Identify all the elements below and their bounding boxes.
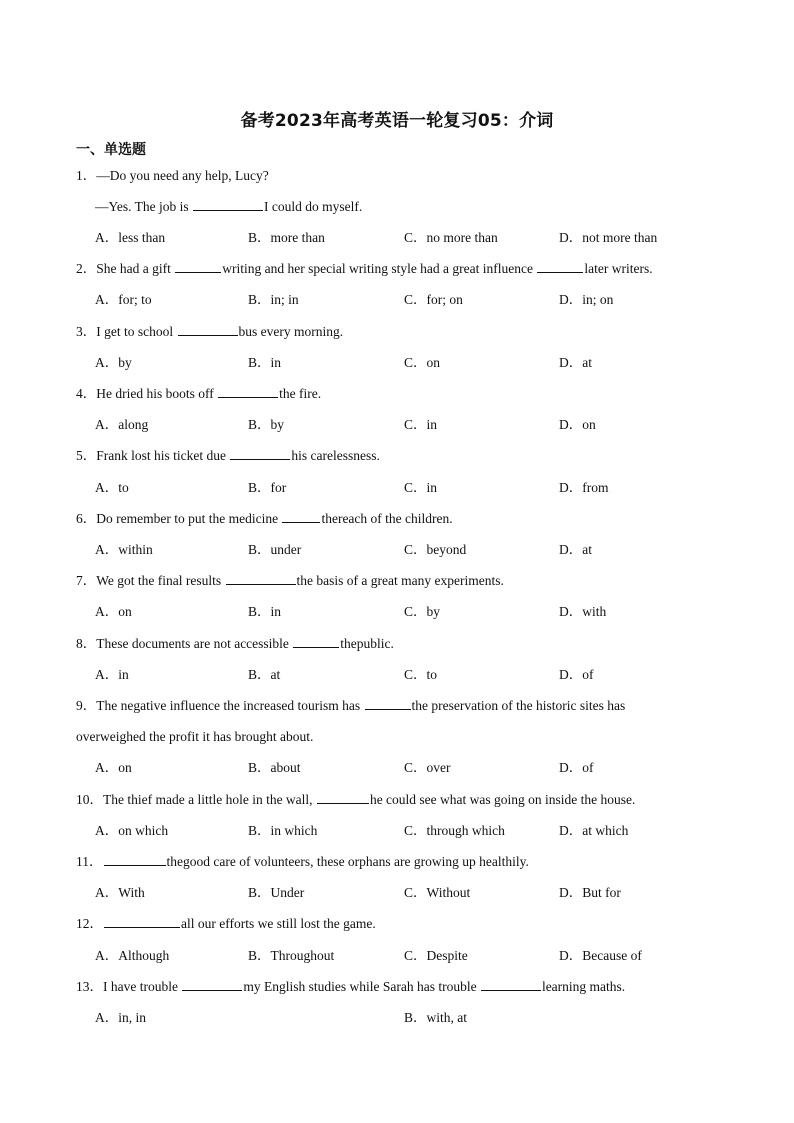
answer-blank	[175, 260, 221, 273]
option-b: B．for	[248, 480, 287, 495]
question-number: 6．	[76, 511, 97, 526]
option-c: C．Without	[404, 885, 471, 900]
option-a: A．in, in	[95, 1010, 147, 1025]
option-d: D．from	[559, 480, 609, 495]
option-d: D．not more than	[559, 230, 658, 245]
question-number: 13．	[76, 979, 103, 994]
question-text: The thief made a little hole in the wall,	[103, 792, 313, 807]
option-a: A．on	[95, 604, 132, 619]
question-text: bus every morning.	[238, 324, 344, 339]
option-d: D．at which	[559, 823, 629, 838]
option-b: B．in	[248, 355, 282, 370]
question-text: all our efforts we still lost the game.	[181, 916, 376, 931]
question-3	[76, 323, 343, 341]
answer-blank	[104, 915, 180, 928]
option-c: C．no more than	[404, 230, 498, 245]
option-a: A．within	[95, 542, 153, 557]
question-number: 11．	[76, 854, 103, 869]
question-text: later writers.	[584, 261, 653, 276]
option-a: A．on which	[95, 823, 169, 838]
option-d: D．But for	[559, 885, 621, 900]
question-number: 8．	[76, 636, 97, 651]
question-text: learning maths.	[541, 979, 626, 994]
option-b: B．by	[248, 417, 285, 432]
option-a: A．to	[95, 480, 129, 495]
option-b: B．more than	[248, 230, 325, 245]
option-c: C．through which	[404, 823, 505, 838]
question-number: 4．	[76, 386, 97, 401]
section-heading: 一、单选题	[76, 142, 146, 158]
question-text: I could do myself.	[264, 199, 363, 214]
option-a: A．in	[95, 667, 129, 682]
question-text: Frank lost his ticket due	[96, 448, 226, 463]
question-12	[76, 915, 376, 933]
option-c: C．over	[404, 760, 451, 775]
option-c: C．by	[404, 604, 441, 619]
question-number: 2．	[76, 261, 97, 276]
answer-blank	[193, 198, 263, 211]
question-number: 1．	[76, 168, 97, 183]
option-b: B．at	[248, 667, 281, 682]
question-text: my English studies while Sarah has trouble	[243, 979, 477, 994]
answer-blank	[317, 791, 369, 804]
option-b: B．in which	[248, 823, 318, 838]
question-number: 12．	[76, 916, 103, 931]
question-text: the basis of a great many experiments.	[296, 573, 504, 588]
answer-blank	[293, 635, 339, 648]
option-d: D．of	[559, 667, 594, 682]
answer-blank	[365, 697, 411, 710]
option-b: B．in	[248, 604, 282, 619]
question-text: These documents are not accessible	[96, 636, 289, 651]
question-text: She had a gift	[96, 261, 171, 276]
option-d: D．with	[559, 604, 607, 619]
option-c: C．Despite	[404, 948, 468, 963]
answer-blank	[182, 978, 242, 991]
question-13	[76, 978, 625, 996]
answer-blank	[178, 323, 238, 336]
question-7	[76, 572, 504, 590]
option-d: D．of	[559, 760, 594, 775]
page-title: 备考2023年高考英语一轮复习05：介词	[240, 111, 554, 131]
question-text: his carelessness.	[291, 448, 380, 463]
question-5	[76, 447, 380, 465]
option-c: C．to	[404, 667, 438, 682]
option-c: C．in	[404, 480, 438, 495]
answer-blank	[218, 385, 278, 398]
option-a: A．on	[95, 760, 132, 775]
question-text: he could see what was going on inside the house.	[369, 792, 636, 807]
question-9-line-2: overweighed the profit it has brought about.	[76, 729, 314, 744]
option-c: C．on	[404, 355, 441, 370]
option-a: A．for; to	[95, 292, 152, 307]
answer-blank	[282, 510, 320, 523]
question-text: —Do you need any help, Lucy?	[96, 168, 269, 183]
answer-blank	[537, 260, 583, 273]
option-a: A．by	[95, 355, 132, 370]
question-number: 10．	[76, 792, 103, 807]
option-b: B．in; in	[248, 292, 299, 307]
option-c: C．in	[404, 417, 438, 432]
question-11	[76, 853, 529, 871]
question-text: thereach of the children.	[321, 511, 453, 526]
option-c: C．for; on	[404, 292, 463, 307]
option-d: D．Because of	[559, 948, 642, 963]
question-text: thepublic.	[340, 636, 394, 651]
question-text: I have trouble	[103, 979, 178, 994]
option-d: D．in; on	[559, 292, 614, 307]
option-a: A．With	[95, 885, 145, 900]
question-1	[76, 167, 269, 185]
answer-blank	[481, 978, 541, 991]
option-a: A．less than	[95, 230, 166, 245]
option-a: A．along	[95, 417, 149, 432]
question-1-line-2	[95, 198, 362, 216]
question-text: thegood care of volunteers, these orphans are growing up healthily.	[166, 854, 529, 869]
option-d: D．at	[559, 355, 592, 370]
question-text: I get to school	[96, 324, 174, 339]
option-d: D．at	[559, 542, 592, 557]
question-text: We got the final results	[96, 573, 222, 588]
question-2	[76, 260, 653, 278]
question-number: 3．	[76, 324, 97, 339]
answer-blank	[104, 853, 166, 866]
option-b: B．with, at	[404, 1010, 467, 1025]
option-b: B．about	[248, 760, 301, 775]
question-8	[76, 635, 394, 653]
question-text: —Yes. The job is	[95, 199, 189, 214]
option-a: A．Although	[95, 948, 170, 963]
question-9	[76, 697, 625, 715]
question-text: He dried his boots off	[96, 386, 214, 401]
option-b: B．Under	[248, 885, 305, 900]
answer-blank	[230, 447, 290, 460]
option-b: B．Throughout	[248, 948, 335, 963]
option-b: B．under	[248, 542, 302, 557]
question-text: writing and her special writing style had a great influence	[222, 261, 533, 276]
question-text: the fire.	[279, 386, 322, 401]
option-c: C．beyond	[404, 542, 467, 557]
question-number: 7．	[76, 573, 97, 588]
question-10	[76, 791, 635, 809]
question-6	[76, 510, 453, 528]
question-4	[76, 385, 321, 403]
answer-blank	[226, 572, 296, 585]
question-number: 5．	[76, 448, 97, 463]
option-d: D．on	[559, 417, 596, 432]
question-number: 9．	[76, 698, 97, 713]
question-text: Do remember to put the medicine	[96, 511, 279, 526]
question-text: the preservation of the historic sites has	[411, 698, 626, 713]
question-text: The negative influence the increased tourism has	[96, 698, 361, 713]
